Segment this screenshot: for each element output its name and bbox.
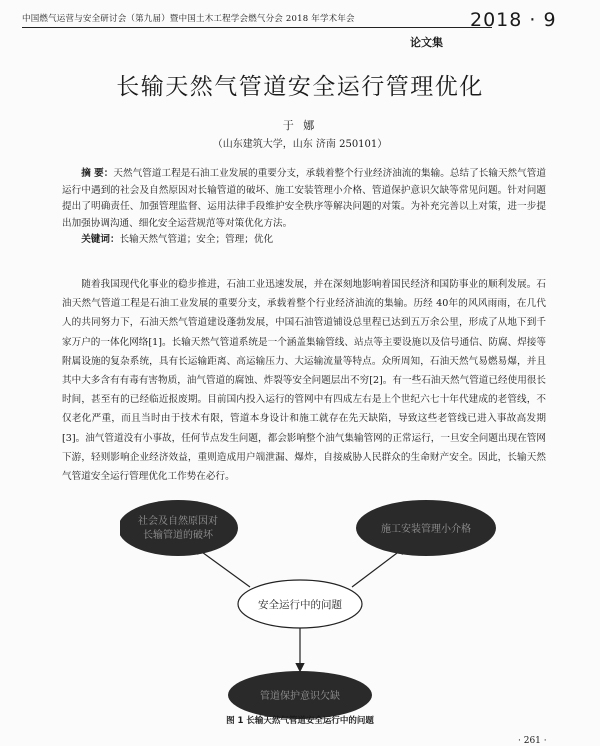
oval-left xyxy=(120,500,238,556)
oval-bottom-text: 管道保护意识欠缺 xyxy=(260,691,340,702)
keywords-label: 关键词： xyxy=(81,234,120,245)
oval-left-text-2: 长输管道的破坏 xyxy=(143,530,213,541)
keywords-text: 长输天然气管道；安全；管理；优化 xyxy=(119,234,274,245)
oval-center-text: 安全运行中的问题 xyxy=(258,599,342,611)
page-number: · 261 · xyxy=(518,736,547,746)
body-paragraph: 随着我国现代化事业的稳步推进，石油工业迅速发展，并在深刻地影响着国民经济和国防事业的顺利发展。石油天然气管道工程是石油工业发展的重要分支，承载着整个行业经济油流的集输。历经 40年的风风雨雨，在几代人的共同努力下，石油天然气管道建设蓬勃发展，中国石油管道铺设总里程已达到五万余公里，形成了从地下到千家万户的一体化网络[1]。长输天然气管道系统是一个涵盖集输管线、站点等主要设施以及信号通信、防腐、焊接等附属设施的复杂系统，具有长运输距离、高运输压力、大运输流量等特点。众所周知，石油天然气易燃易爆，并且其中大多含有有毒有害物质，油气管道的腐蚀、炸裂等安全问题层出不穷[2]。有一些石油天然气管道已经使用很长时间，甚至有的已经临近报废期。目前国内投入运行的管网中有四成左右是上个世纪六七十年代建成的老管线，不仅老化严重，而且当时由于技术有限，管道本身设计和施工就存在先天缺陷，导致这些老管线已进入事故高发期[3]。油气管道没有小事故，任何节点发生问题，都会影响整个油气集输管网的正常运行，一旦安全问题出现在管网下游，轻则影响企业经济效益，重则造成用户端泄漏、爆炸，自接威胁人民群众的生命财产安全。因此，长输天然气管道安全运行管理优化工作势在必行。 xyxy=(62,279,546,483)
figure-caption: 图 1 长输天然气管道安全运行中的问题 xyxy=(226,716,374,726)
oval-right-text: 施工安装管理小介格 xyxy=(381,524,471,535)
author: 于 娜 xyxy=(282,119,318,132)
paper-title: 长输天然气管道安全运行管理优化 xyxy=(116,74,484,100)
header-year-issue: 2018 · 9 xyxy=(470,9,557,31)
oval-left-text-1: 社会及自然原因对 xyxy=(138,516,218,527)
affiliation: （山东建筑大学，山东 济南 250101） xyxy=(212,139,388,150)
abstract xyxy=(62,166,546,232)
figure-diagram xyxy=(120,492,500,722)
abstract-text: 天然气管道工程是石油工业发展的重要分支，承载着整个行业经济油流的集输。总结了长输天然气管道运行中遇到的社会及自然原因对长输管道的破坏、施工安装管理小介格、管道保护意识欠缺等常见问题。针对问题提出了明确责任、加强管理监督、运用法律手段维护安全秩序等解决问题的对策。为补充完善以上对策，进一步提出加强协调沟通、细化安全运营规范等对策优化方法。 xyxy=(62,168,546,229)
abstract-label: 摘 要： xyxy=(81,168,114,179)
keywords xyxy=(62,232,546,249)
running-header: 中国燃气运营与安全研讨会（第九届）暨中国土木工程学会燃气分会 2018 年学术年会 xyxy=(22,10,492,28)
header-subtitle: 论文集 xyxy=(410,36,443,49)
